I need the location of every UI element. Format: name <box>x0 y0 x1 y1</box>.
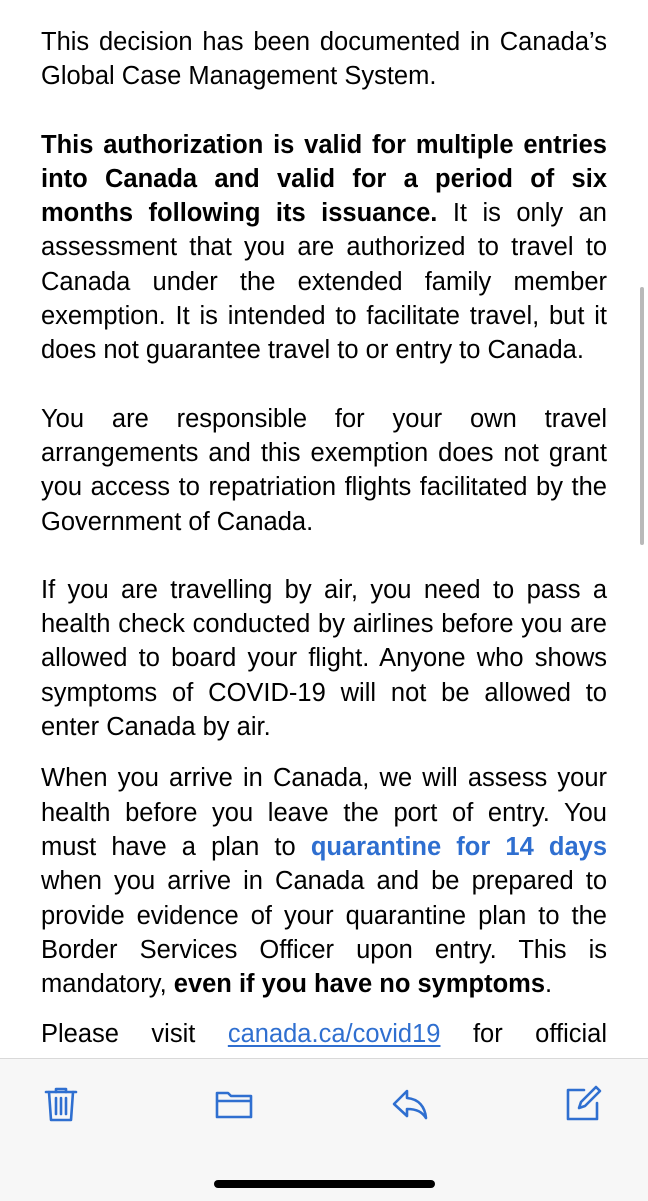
compose-button[interactable] <box>560 1081 606 1127</box>
paragraph-quarantine <box>41 761 607 1001</box>
quarantine-link[interactable]: quarantine for 14 days <box>310 832 607 861</box>
compose-icon <box>562 1083 604 1125</box>
quarantine-text-end: . <box>545 970 553 999</box>
visit-text-b: for official <box>472 1020 607 1049</box>
reply-button[interactable] <box>387 1081 433 1127</box>
paragraph-gcms: This decision has been documented in Canada’s Global Case Management System. <box>41 28 607 91</box>
authorization-bold-text: This authorization is valid for multiple entries into Canada and valid for a period of six months following its issuance. <box>41 130 607 228</box>
scroll-indicator[interactable] <box>640 287 644 545</box>
covid19-link[interactable]: canada.ca/covid19 <box>227 1020 441 1049</box>
paragraph-health-check: If you are travelling by air, you need to pass a health check conducted by airlines before you are allowed to board your flight. Anyone who shows symptoms of COVID-19 will not be allowed to enter Canada by air. <box>41 575 607 742</box>
home-indicator[interactable] <box>214 1180 435 1188</box>
authorization-text: It is only an assessment that you are authorized to travel to Canada under the extended family member exemption. It is intended to facilitate travel, but it does not guarantee travel to or entry to Canada. <box>41 199 607 365</box>
trash-icon <box>40 1083 82 1125</box>
email-body <box>41 25 607 1058</box>
visit-text-a: Please visit <box>41 1020 228 1049</box>
delete-button[interactable] <box>38 1081 84 1127</box>
paragraph-authorization <box>41 128 607 368</box>
quarantine-text-b: when you arrive in Canada and be prepared to provide evidence of your quarantine plan to the Border Services Officer upon entry. This is mandatory, <box>41 867 607 999</box>
move-to-folder-button[interactable] <box>211 1081 257 1127</box>
folder-icon <box>213 1083 255 1125</box>
paragraph-travel-arrangements: You are responsible for your own travel arrangements and this exemption does not grant you access to repatriation flights facilitated by the Government of Canada. <box>41 404 607 536</box>
reply-icon <box>389 1083 431 1125</box>
quarantine-text-a: When you arrive in Canada, we will assess your health before you leave the port of entry. You must have a plan to <box>41 764 607 861</box>
no-symptoms-bold-text: even if you have no symptoms <box>173 970 546 999</box>
